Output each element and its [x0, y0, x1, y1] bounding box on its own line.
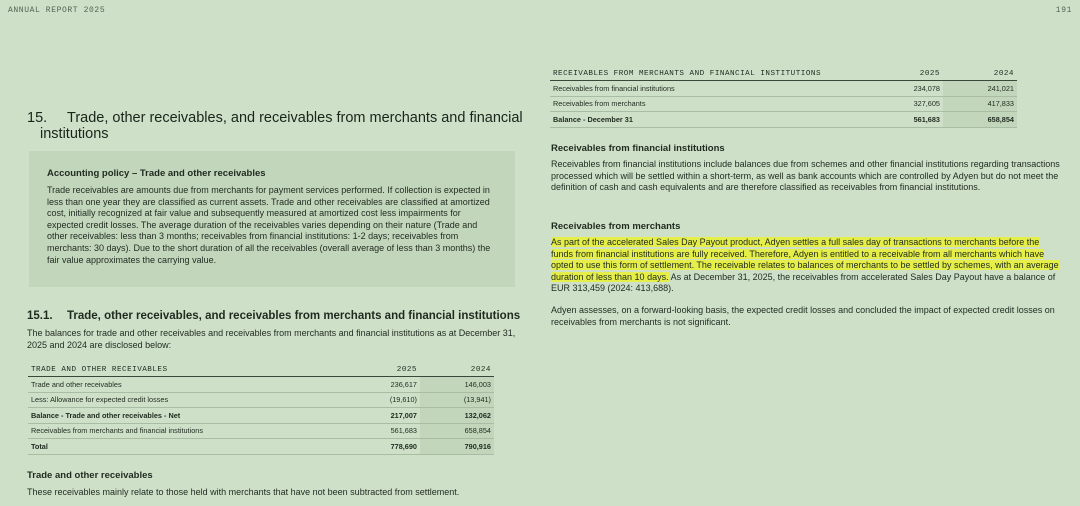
report-header: ANNUAL REPORT 2025: [8, 6, 106, 15]
table-row: [28, 377, 494, 393]
section-15-1-intro: The balances for trade and other receivables and receivables from merchants and financial institutions as at December 31, 2025 and 2024 are disclosed below:: [27, 328, 516, 350]
row-label: Balance - Trade and other receivables - Net: [28, 408, 346, 424]
value-2024: 417,833: [943, 96, 1017, 112]
table-total-row: [28, 439, 494, 455]
table-row: [550, 96, 1017, 112]
section-15-number: 15.: [27, 110, 48, 126]
col-2025-header: 2025: [346, 364, 420, 377]
merchants-text: [551, 237, 1063, 295]
value-2025: 234,078: [869, 81, 943, 97]
value-2025: 561,683: [346, 423, 420, 439]
highlighted-text: As part of the accelerated Sales Day Payout product, Adyen settles a full sales day of transactions to merchants before the funds from financial institutions are fully received. Therefore, Adyen is entitled to a receivable from all merchants which have opted to use this form of settlement. The receivable relates to balances of merchants to be settled by schemes, with an average duration of less than 10 days.: [551, 237, 1059, 282]
table-header-row: [550, 68, 1017, 81]
value-2025: 778,690: [346, 439, 420, 455]
section-15-1-number: 15.1.: [27, 310, 53, 322]
col-2025-header: 2025: [869, 68, 943, 81]
credit-loss-text: Adyen assesses, on a forward-looking basis, the expected credit losses and concluded the impact of expected credit losses on receivables from merchants is not significant.: [551, 305, 1055, 327]
table-row: [550, 81, 1017, 97]
value-2025: 561,683: [869, 112, 943, 128]
trade-receivables-table: [28, 364, 494, 455]
col-2024-header: 2024: [943, 68, 1017, 81]
trade-other-text: These receivables mainly relate to those held with merchants that have not been subtracted from settlement.: [27, 487, 460, 497]
financial-institutions-text: Receivables from financial institutions include balances due from schemes and other financial institutions regarding transactions processed which will be settled within a short-term, as well as bank accounts which are controlled by Adyen but do not meet the definition of cash and cash equivalents and are therefore classified as receivables from financial institutions.: [551, 159, 1060, 193]
value-2024: 790,916: [420, 439, 494, 455]
accounting-policy-title: Accounting policy – Trade and other receivables: [47, 168, 266, 179]
section-15-heading: [27, 110, 527, 142]
row-label: Total: [28, 439, 346, 455]
row-label: Receivables from merchants and financial institutions: [28, 423, 346, 439]
section-15-title-line2: institutions: [40, 126, 109, 142]
value-2024: 241,021: [943, 81, 1017, 97]
accounting-policy-text: Trade receivables are amounts due from merchants for payment services performed. If collection is expected in less than one year they are classified as current assets. Trade and other receivables are classified at amortized cost, initially recognized at fair value and subsequently measured at amortized cost less impairments for expected credit losses. The average duration of the receivables varies depending on their nature (Trade and other receivables: less than 3 months; receivables from financial institutions: 1-2 days; receivables from merchants: 30 days). Due to the short duration of all the receivables (overall average of less than 3 months) the fair value approximates the carrying value.: [47, 185, 491, 265]
row-label: Receivables from financial institutions: [550, 81, 869, 97]
trade-other-title: Trade and other receivables: [27, 470, 153, 481]
row-label: Trade and other receivables: [28, 377, 346, 393]
table-row: [28, 408, 494, 424]
value-2025: 236,617: [346, 377, 420, 393]
section-15-1-heading: [27, 310, 520, 322]
value-2025: 327,605: [869, 96, 943, 112]
page-number: 191: [1055, 6, 1072, 15]
table-row: [28, 392, 494, 408]
value-2024: 132,062: [420, 408, 494, 424]
accounting-policy-box: [29, 151, 515, 287]
value-2024: (13,941): [420, 392, 494, 408]
col-2024-header: 2024: [420, 364, 494, 377]
table-title: RECEIVABLES FROM MERCHANTS AND FINANCIAL INSTITUTIONS: [550, 68, 869, 81]
merchant-receivables-table: [550, 68, 1017, 128]
row-label: Balance - December 31: [550, 112, 869, 128]
row-label: Less: Allowance for expected credit losses: [28, 392, 346, 408]
section-15-1-title: Trade, other receivables, and receivables from merchants and financial institutions: [67, 310, 521, 322]
value-2024: 658,854: [943, 112, 1017, 128]
value-2025: 217,007: [346, 408, 420, 424]
value-2024: 658,854: [420, 423, 494, 439]
row-label: Receivables from merchants: [550, 96, 869, 112]
table-row: [28, 423, 494, 439]
merchants-text-rest: As at December 31, 2025, the receivables from accelerated Sales Day Payout have a balance of EUR 313,459 (2024: 413,688).: [551, 271, 1056, 294]
merchants-title: Receivables from merchants: [551, 221, 681, 232]
section-15-title-line1: Trade, other receivables, and receivables from merchants and financial: [67, 110, 523, 126]
table-total-row: [550, 112, 1017, 128]
value-2024: 146,003: [420, 377, 494, 393]
value-2025: (19,610): [346, 392, 420, 408]
financial-institutions-title: Receivables from financial institutions: [551, 143, 725, 154]
table-title: TRADE AND OTHER RECEIVABLES: [28, 364, 346, 377]
table-header-row: [28, 364, 494, 377]
